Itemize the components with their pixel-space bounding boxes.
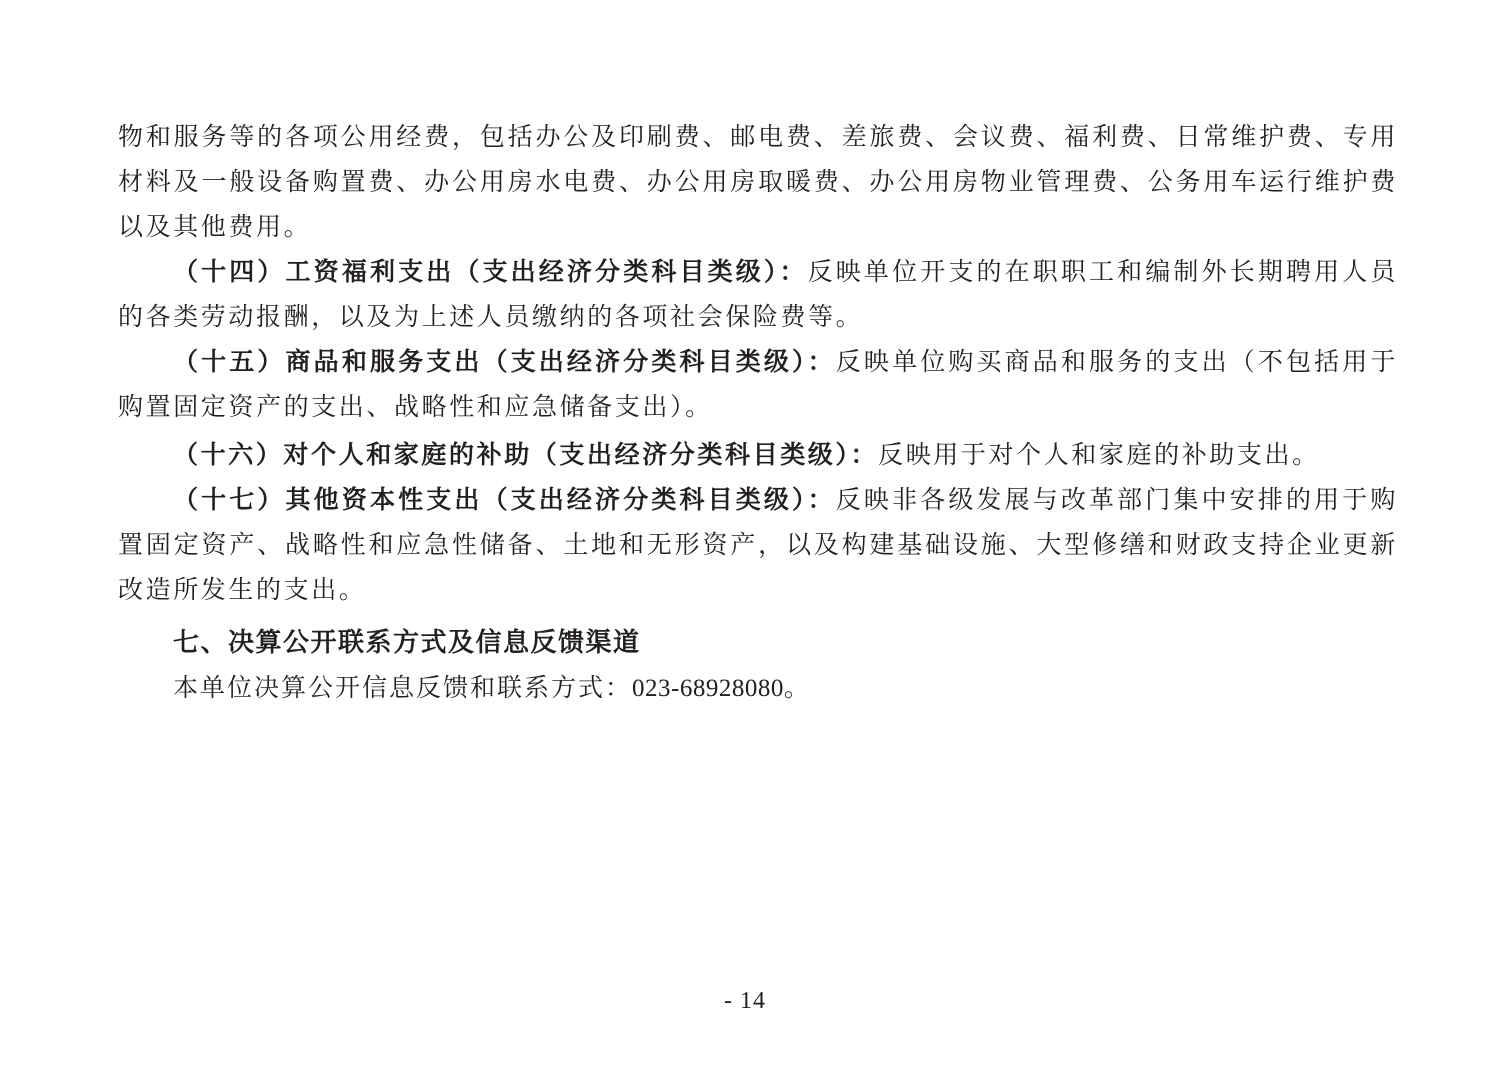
item-14-text: 反映单位开支的在职职工和编制外长期聘用人员的各类劳动报酬，以及为上述人员缴纳的各项社会保险费等。: [118, 257, 1398, 331]
item-16-text: 反映用于对个人和家庭的补助支出。: [878, 440, 1320, 469]
paragraph-continued-expenses: [118, 114, 1398, 249]
page-number: - 14: [724, 988, 766, 1014]
item-15-text: 反映单位购买商品和服务的支出（不包括用于购置固定资产的支出、战略性和应急储备支出）。: [118, 347, 1398, 421]
paragraph-text: 物和服务等的各项公用经费，包括办公及印刷费、邮电费、差旅费、会议费、福利费、日常维护费、专用材料及一般设备购置费、办公用房水电费、办公用房取暖费、办公用房物业管理费、公务用车运行维护费以及其他费用。: [118, 122, 1398, 241]
item-17-text: 反映非各级发展与改革部门集中安排的用于购置固定资产、战略性和应急性储备、土地和无形资产，以及构建基础设施、大型修缮和财政支持企业更新改造所发生的支出。: [118, 485, 1398, 604]
contact-end: 。: [783, 673, 811, 702]
contact-phone: 023-68928080: [632, 675, 784, 702]
paragraph-item-15: [118, 339, 1398, 429]
item-17-term: （十七）其他资本性支出（支出经济分类科目类级）：: [173, 485, 836, 514]
contact-line: [118, 666, 1398, 711]
paragraph-item-17: [118, 477, 1398, 612]
item-16-term: （十六）对个人和家庭的补助（支出经济分类科目类级）：: [173, 440, 879, 469]
document-body: [118, 114, 1398, 711]
item-15-term: （十五）商品和服务支出（支出经济分类科目类级）：: [173, 347, 836, 376]
paragraph-item-16: [118, 432, 1398, 477]
contact-label: 本单位决算公开信息反馈和联系方式：: [173, 673, 633, 702]
item-14-term: （十四）工资福利支出（支出经济分类科目类级）：: [173, 257, 808, 286]
section-7-heading: 七、决算公开联系方式及信息反馈渠道: [173, 628, 641, 658]
paragraph-item-14: [118, 249, 1398, 339]
